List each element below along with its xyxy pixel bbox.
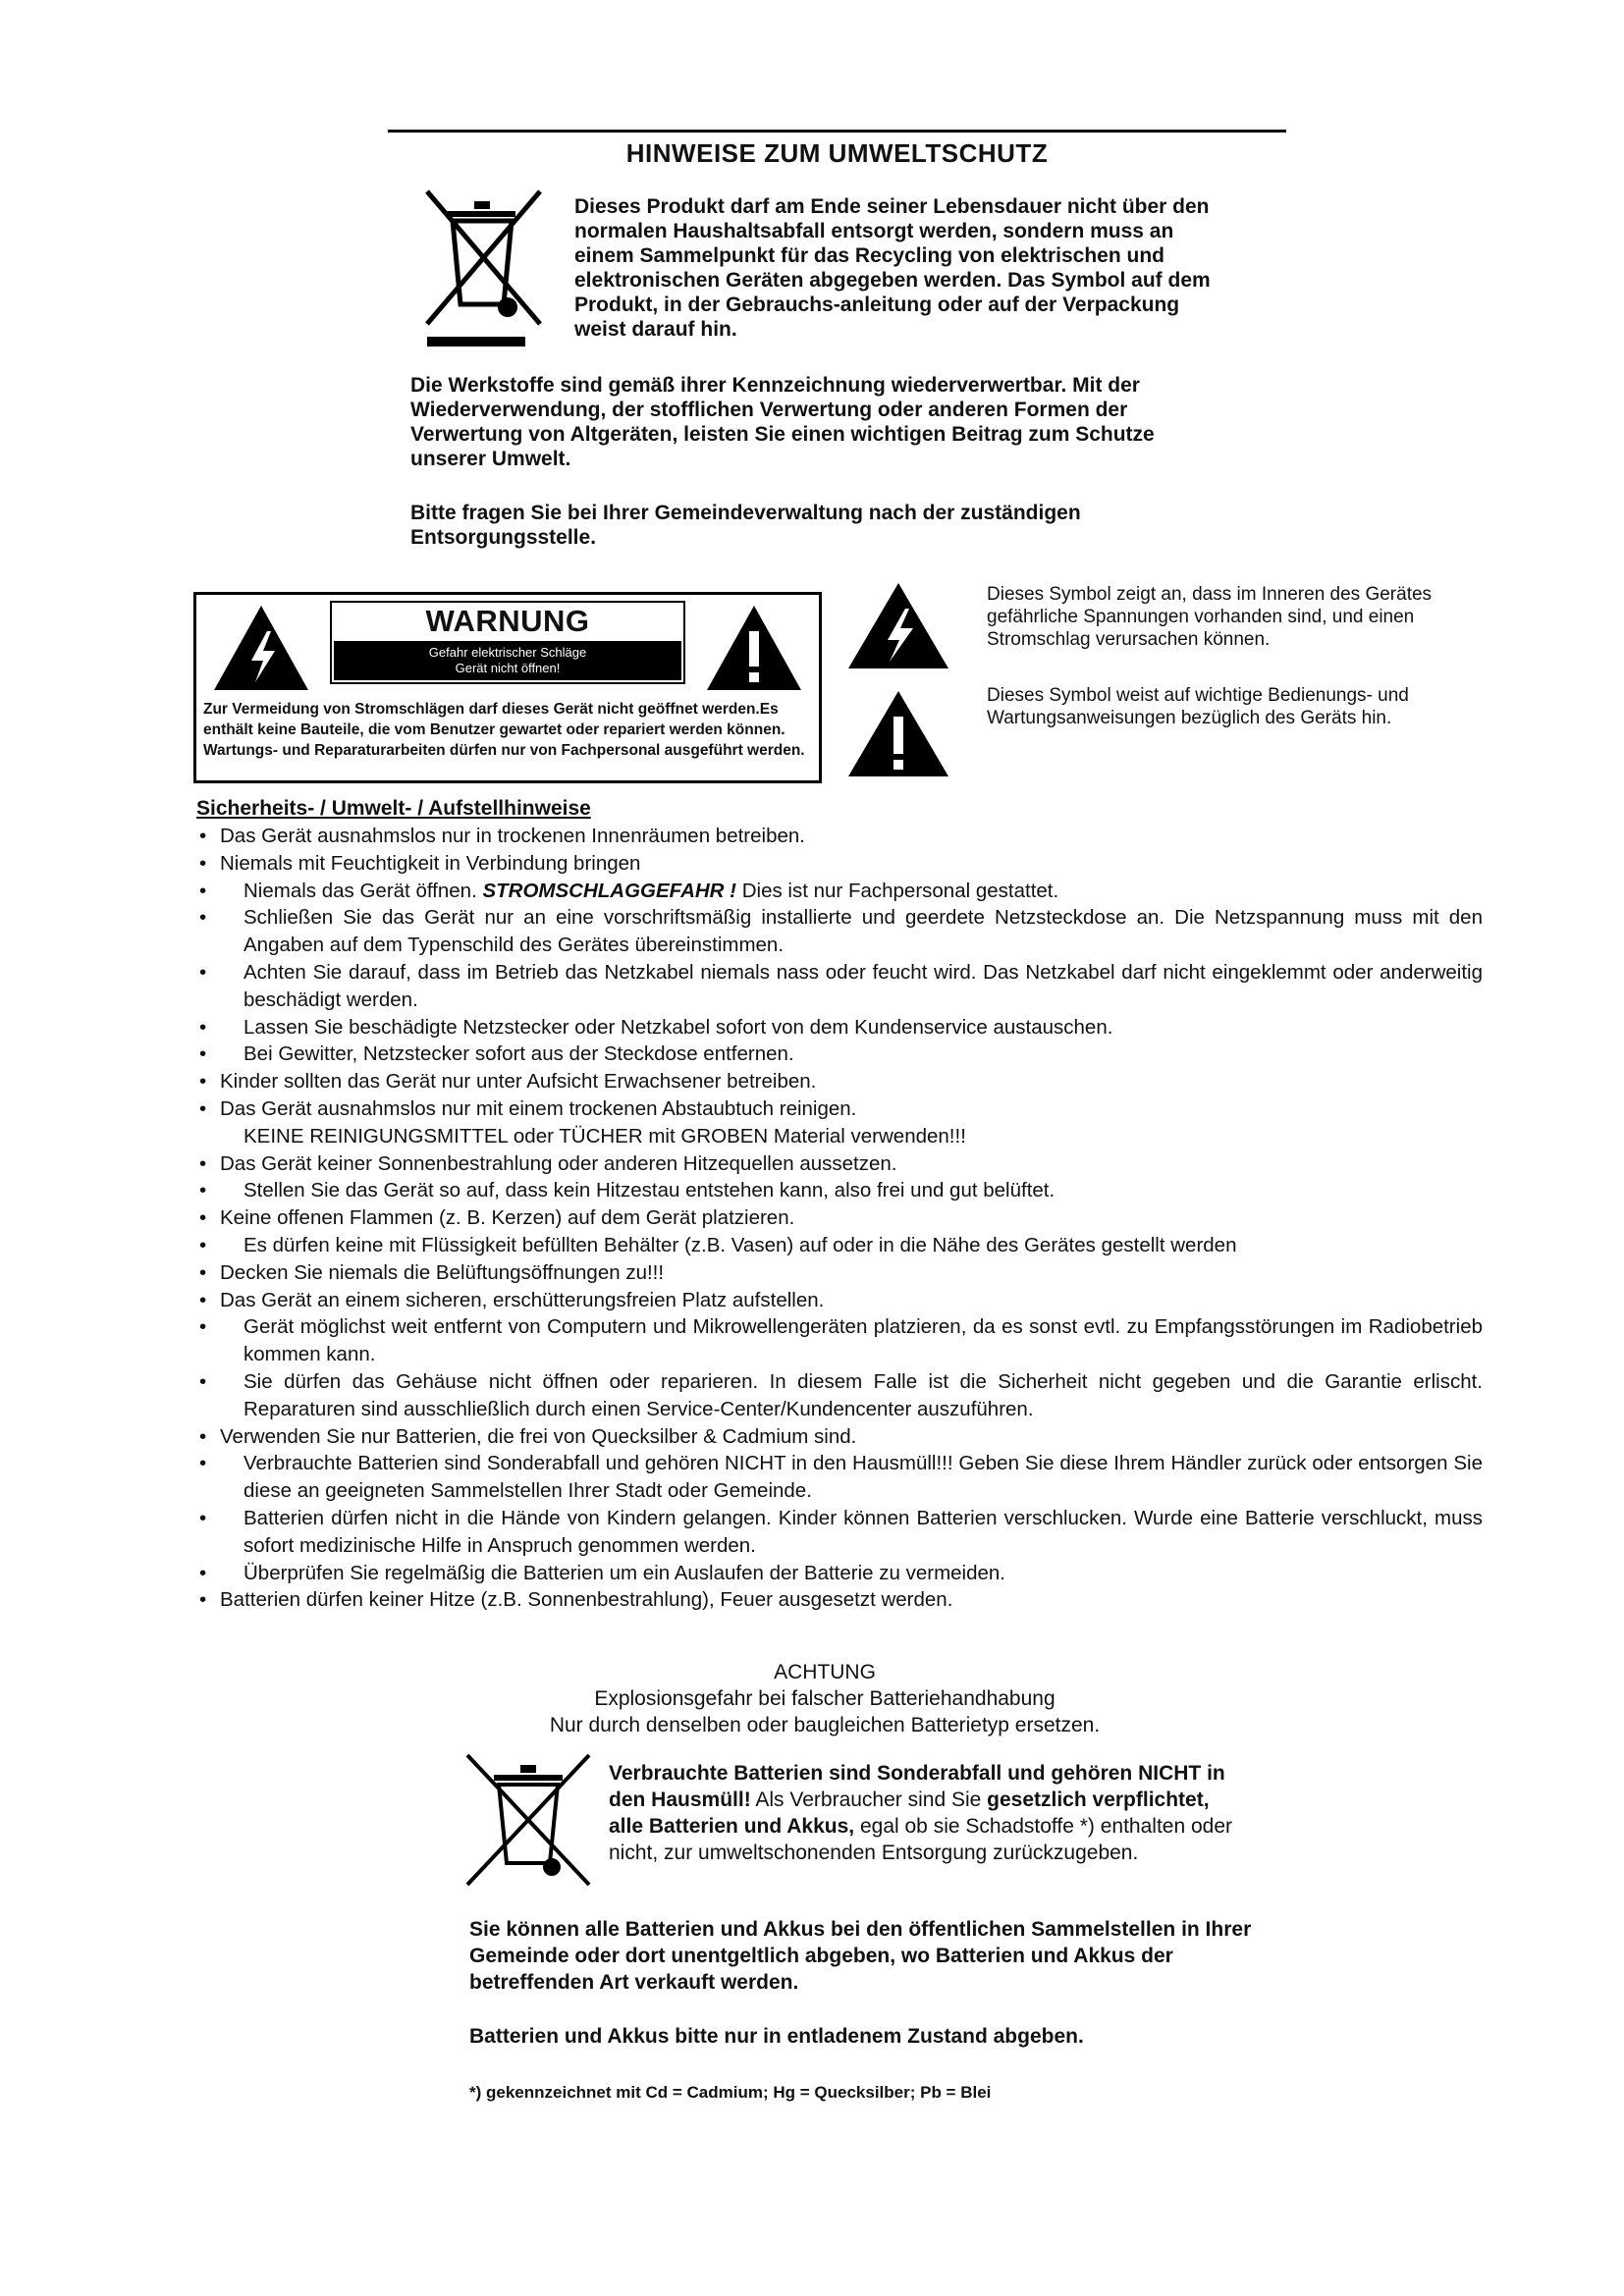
- safety-heading: Sicherheits- / Umwelt- / Aufstellhinweise: [196, 797, 591, 820]
- list-item: • Achten Sie darauf, dass im Betrieb das Netzkabel niemals nass oder feucht wird. Das Netzkabel darf nicht eingeklemmt oder anderweitig beschädigt werden.: [196, 959, 1483, 1014]
- list-item: • Es dürfen keine mit Flüssigkeit befüllten Behälter (z.B. Vasen) auf oder in die Nähe des Gerätes gestellt werden: [196, 1232, 1483, 1259]
- list-item: • Batterien dürfen keiner Hitze (z.B. Sonnenbestrahlung), Feuer ausgesetzt werden.: [196, 1586, 1483, 1614]
- battery-paragraph-1-bold-2: gesetzlich verpflichtet, alle Batterien und Akkus,: [609, 1789, 1210, 1838]
- exclamation-symbol-icon: [844, 687, 952, 780]
- list-item: • Decken Sie niemals die Belüftungsöffnungen zu!!!: [196, 1259, 1483, 1287]
- exclamation-warning-icon: [703, 602, 806, 695]
- list-item: • Batterien dürfen nicht in die Hände von Kindern gelangen. Kinder können Batterien verschlucken. Wurde eine Batterie verschluckt, muss sofort medizinische Hilfe in Anspruch genommen werden.: [196, 1505, 1483, 1560]
- battery-paragraph-1: [609, 1760, 1237, 1866]
- list-item: • Lassen Sie beschädigte Netzstecker oder Netzkabel sofort von dem Kundenservice austauschen.: [196, 1014, 1483, 1041]
- battery-paragraph-3: Batterien und Akkus bitte nur in entladenem Zustand abgeben.: [469, 2025, 1084, 2048]
- lightning-symbol-description: Dieses Symbol zeigt an, dass im Inneren des Gerätes gefährliche Spannungen vorhanden sind, und einen Stromschlag verursachen können.: [987, 584, 1433, 650]
- battery-paragraph-1-bold: Verbrauchte Batterien sind Sonderabfall und gehören NICHT in den Hausmüll!: [609, 1762, 1225, 1811]
- battery-paragraph-2: Sie können alle Batterien und Akkus bei den öffentlichen Sammelstellen in Ihrer Gemeinde oder dort unentgeltlich abgeben, wo Batterien und Akkus der betreffenden Art verkauft werden.: [469, 1918, 1252, 1994]
- achtung-line-2: Nur durch denselben oder baugleichen Batterietyp ersetzen.: [549, 1714, 1101, 1736]
- list-item: [196, 1095, 1483, 1150]
- achtung-line-1: Explosionsgefahr bei falscher Batteriehandhabung: [594, 1687, 1056, 1710]
- danger-suffix: Dies ist nur Fachpersonal gestattet.: [741, 879, 1059, 902]
- list-item: • Das Gerät keiner Sonnenbestrahlung oder anderen Hitzequellen aussetzen.: [196, 1150, 1483, 1178]
- warning-body-text: Zur Vermeidung von Stromschlägen darf dieses Gerät nicht geöffnet werden.Es enthält keine Bauteile, die vom Benutzer gewartet oder repariert werden können. Wartungs- und Reparaturarbeiten dürfen nur von Fachpersonal ausgeführt werden.: [203, 701, 805, 759]
- environment-title: HINWEISE ZUM UMWELTSCHUTZ: [388, 130, 1286, 169]
- list-item: • Niemals mit Feuchtigkeit in Verbindung bringen: [196, 850, 1483, 878]
- cleaning-note: KEINE REINIGUNGSMITTEL oder TÜCHER mit GROBEN Material verwenden!!!: [244, 1124, 966, 1148]
- environment-paragraph-1: Dieses Produkt darf am Ende seiner Lebensdauer nicht über den normalen Haushaltsabfall entsorgt werden, sondern muss an einem Sammelpunkt für das Recycling von elektrischen und elektronischen Geräten abgegeben werden. Das Symbol auf dem Produkt, in der Gebrauchs-anleitung oder auf der Verpackung weist darauf hin.: [574, 195, 1211, 341]
- list-item: • Verbrauchte Batterien sind Sonderabfall und gehören NICHT in den Hausmüll!!! Geben Sie diese Ihrem Händler zurück oder entsorgen Sie diese an geeigneten Sammelstellen Ihrer Stadt oder Gemeinde.: [196, 1450, 1483, 1505]
- list-item: [196, 878, 1483, 905]
- warning-subtitle-band: [334, 641, 681, 680]
- battery-paragraph-1-tail: egal ob sie Schadstoffe *) enthalten oder nicht, zur umweltschonenden Entsorgung zurückzugeben.: [609, 1815, 1233, 1864]
- list-item: • Sie dürfen das Gehäuse nicht öffnen oder reparieren. In diesem Falle ist die Sicherheit nicht gegeben und die Garantie erlischt. Reparaturen sind ausschließlich durch einen Service-Center/Kundencenter auszuführen.: [196, 1368, 1483, 1423]
- high-voltage-icon: [210, 602, 313, 695]
- list-item: • Verwenden Sie nur Batterien, die frei von Quecksilber & Cadmium sind.: [196, 1423, 1483, 1451]
- crossed-bin-icon: [417, 182, 550, 353]
- battery-paragraph-1-normal: Als Verbraucher sind Sie: [750, 1789, 988, 1811]
- list-item: • Überprüfen Sie regelmäßig die Batterien um ein Auslaufen der Batterie zu vermeiden.: [196, 1560, 1483, 1587]
- achtung-title: ACHTUNG: [774, 1661, 876, 1683]
- environment-paragraph-2: Die Werkstoffe sind gemäß ihrer Kennzeichnung wiederverwertbar. Mit der Wiederverwendung, der stofflichen Verwertung oder anderen Formen der Verwertung von Altgeräten, leisten Sie einen wichtigen Beitrag zum Schutze unserer Umwelt.: [410, 374, 1155, 470]
- list-item-text: Niemals das Gerät öffnen.: [244, 879, 477, 902]
- environment-paragraph-3: Bitte fragen Sie bei Ihrer Gemeindeverwaltung nach der zuständigen Entsorgungsstelle.: [410, 502, 1081, 549]
- achtung-block: [393, 1659, 1257, 1738]
- warning-title: WARNUNG: [425, 604, 590, 638]
- list-item: • Das Gerät an einem sicheren, erschütterungsfreien Platz aufstellen.: [196, 1287, 1483, 1314]
- battery-bin-icon: [460, 1747, 597, 1895]
- list-item: • Das Gerät ausnahmslos nur in trockenen Innenräumen betreiben.: [196, 823, 1483, 850]
- exclamation-symbol-description: Dieses Symbol weist auf wichtige Bedienungs- und Wartungsanweisungen bezüglich des Geräts hin.: [987, 685, 1409, 728]
- battery-footnote: *) gekennzeichnet mit Cd = Cadmium; Hg = Quecksilber; Pb = Blei: [469, 2083, 992, 2102]
- list-item: • Bei Gewitter, Netzstecker sofort aus der Steckdose entfernen.: [196, 1041, 1483, 1068]
- list-item: • Keine offenen Flammen (z. B. Kerzen) auf dem Gerät platzieren.: [196, 1204, 1483, 1232]
- danger-word: STROMSCHLAGGEFAHR !: [482, 879, 737, 902]
- safety-list: [196, 823, 1483, 1614]
- list-item: • Kinder sollten das Gerät nur unter Aufsicht Erwachsener betreiben.: [196, 1068, 1483, 1095]
- warning-subtitle-line-2: Gerät nicht öffnen!: [455, 661, 561, 675]
- list-item: • Stellen Sie das Gerät so auf, dass kein Hitzestau entstehen kann, also frei und gut belüftet.: [196, 1177, 1483, 1204]
- lightning-symbol-icon: [844, 579, 952, 672]
- list-item: • Schließen Sie das Gerät nur an eine vorschriftsmäßig installierte und geerdete Netzsteckdose an. Die Netzspannung muss mit den Angaben auf dem Typenschild des Gerätes übereinstimmen.: [196, 904, 1483, 959]
- list-item-text: • Das Gerät ausnahmslos nur mit einem trockenen Abstaubtuch reinigen.: [220, 1096, 857, 1120]
- list-item: • Gerät möglichst weit entfernt von Computern und Mikrowellengeräten platzieren, da es sonst evtl. zu Empfangsstörungen im Radiobetrieb kommen kann.: [196, 1313, 1483, 1368]
- warning-subtitle-line-1: Gefahr elektrischer Schläge: [428, 645, 587, 660]
